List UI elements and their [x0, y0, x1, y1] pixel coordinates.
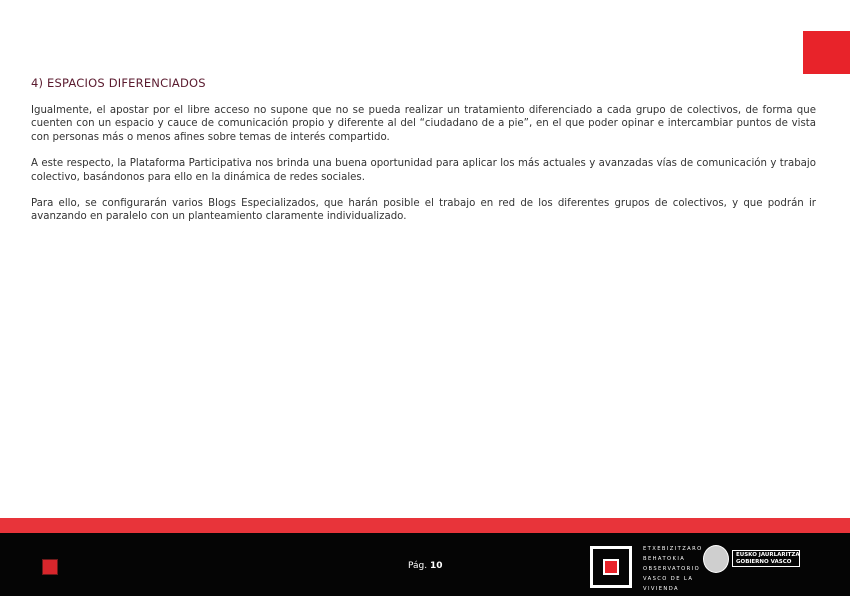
footer — [0, 533, 850, 596]
observatorio-line: BEHATOKIA — [643, 556, 686, 562]
observatorio-line: ETXEBIZITZARO — [643, 546, 703, 552]
observatorio-line: OBSERVATORIO — [643, 566, 701, 572]
footer-red-band — [0, 518, 850, 533]
page-number-value: 10 — [430, 561, 443, 571]
paragraph-1: Igualmente, el apostar por el libre acceso no supone que no se pueda realizar un tratamiento diferenciado a cada grupo de colectivos, de forma que cuenten con un espacio y cauce de comunicación propio y diferente al del “ciudadano de a pie”, en el que poder opinar e intercambiar puntos de vista con personas más o menos afines sobre temas de interés compartido. — [31, 105, 816, 143]
gobierno-seal-icon — [703, 545, 729, 573]
observatorio-logo-inner-square — [603, 559, 619, 575]
document-body — [31, 76, 816, 237]
paragraph-2: A este respecto, la Plataforma Participativa nos brinda una buena oportunidad para aplicar los más actuales y avanzadas vías de comunicación y trabajo colectivo, basándonos para ello en la dinámica de redes sociales. — [31, 158, 816, 183]
page-label: Pág. — [408, 561, 428, 571]
observatorio-line: VIVIENDA — [643, 586, 679, 592]
page-number — [408, 561, 443, 571]
gobierno-line: GOBIERNO VASCO — [736, 559, 792, 565]
observatorio-logo-icon — [590, 546, 632, 588]
footer-square-icon — [42, 559, 58, 575]
section-heading: 4) ESPACIOS DIFERENCIADOS — [31, 76, 206, 90]
corner-red-square — [803, 31, 850, 74]
observatorio-line: VASCO DE LA — [643, 576, 694, 582]
observatorio-logo-text — [643, 544, 703, 594]
gobierno-line: EUSKO JAURLARITZA — [736, 552, 800, 558]
gobierno-vasco-logo — [703, 545, 803, 575]
paragraph-3: Para ello, se configurarán varios Blogs Especializados, que harán posible el trabajo en red de los diferentes grupos de colectivos, y que podrán ir avanzando en paralelo con un planteamiento claramente individualizado. — [31, 198, 816, 223]
gobierno-logo-text — [732, 550, 800, 567]
